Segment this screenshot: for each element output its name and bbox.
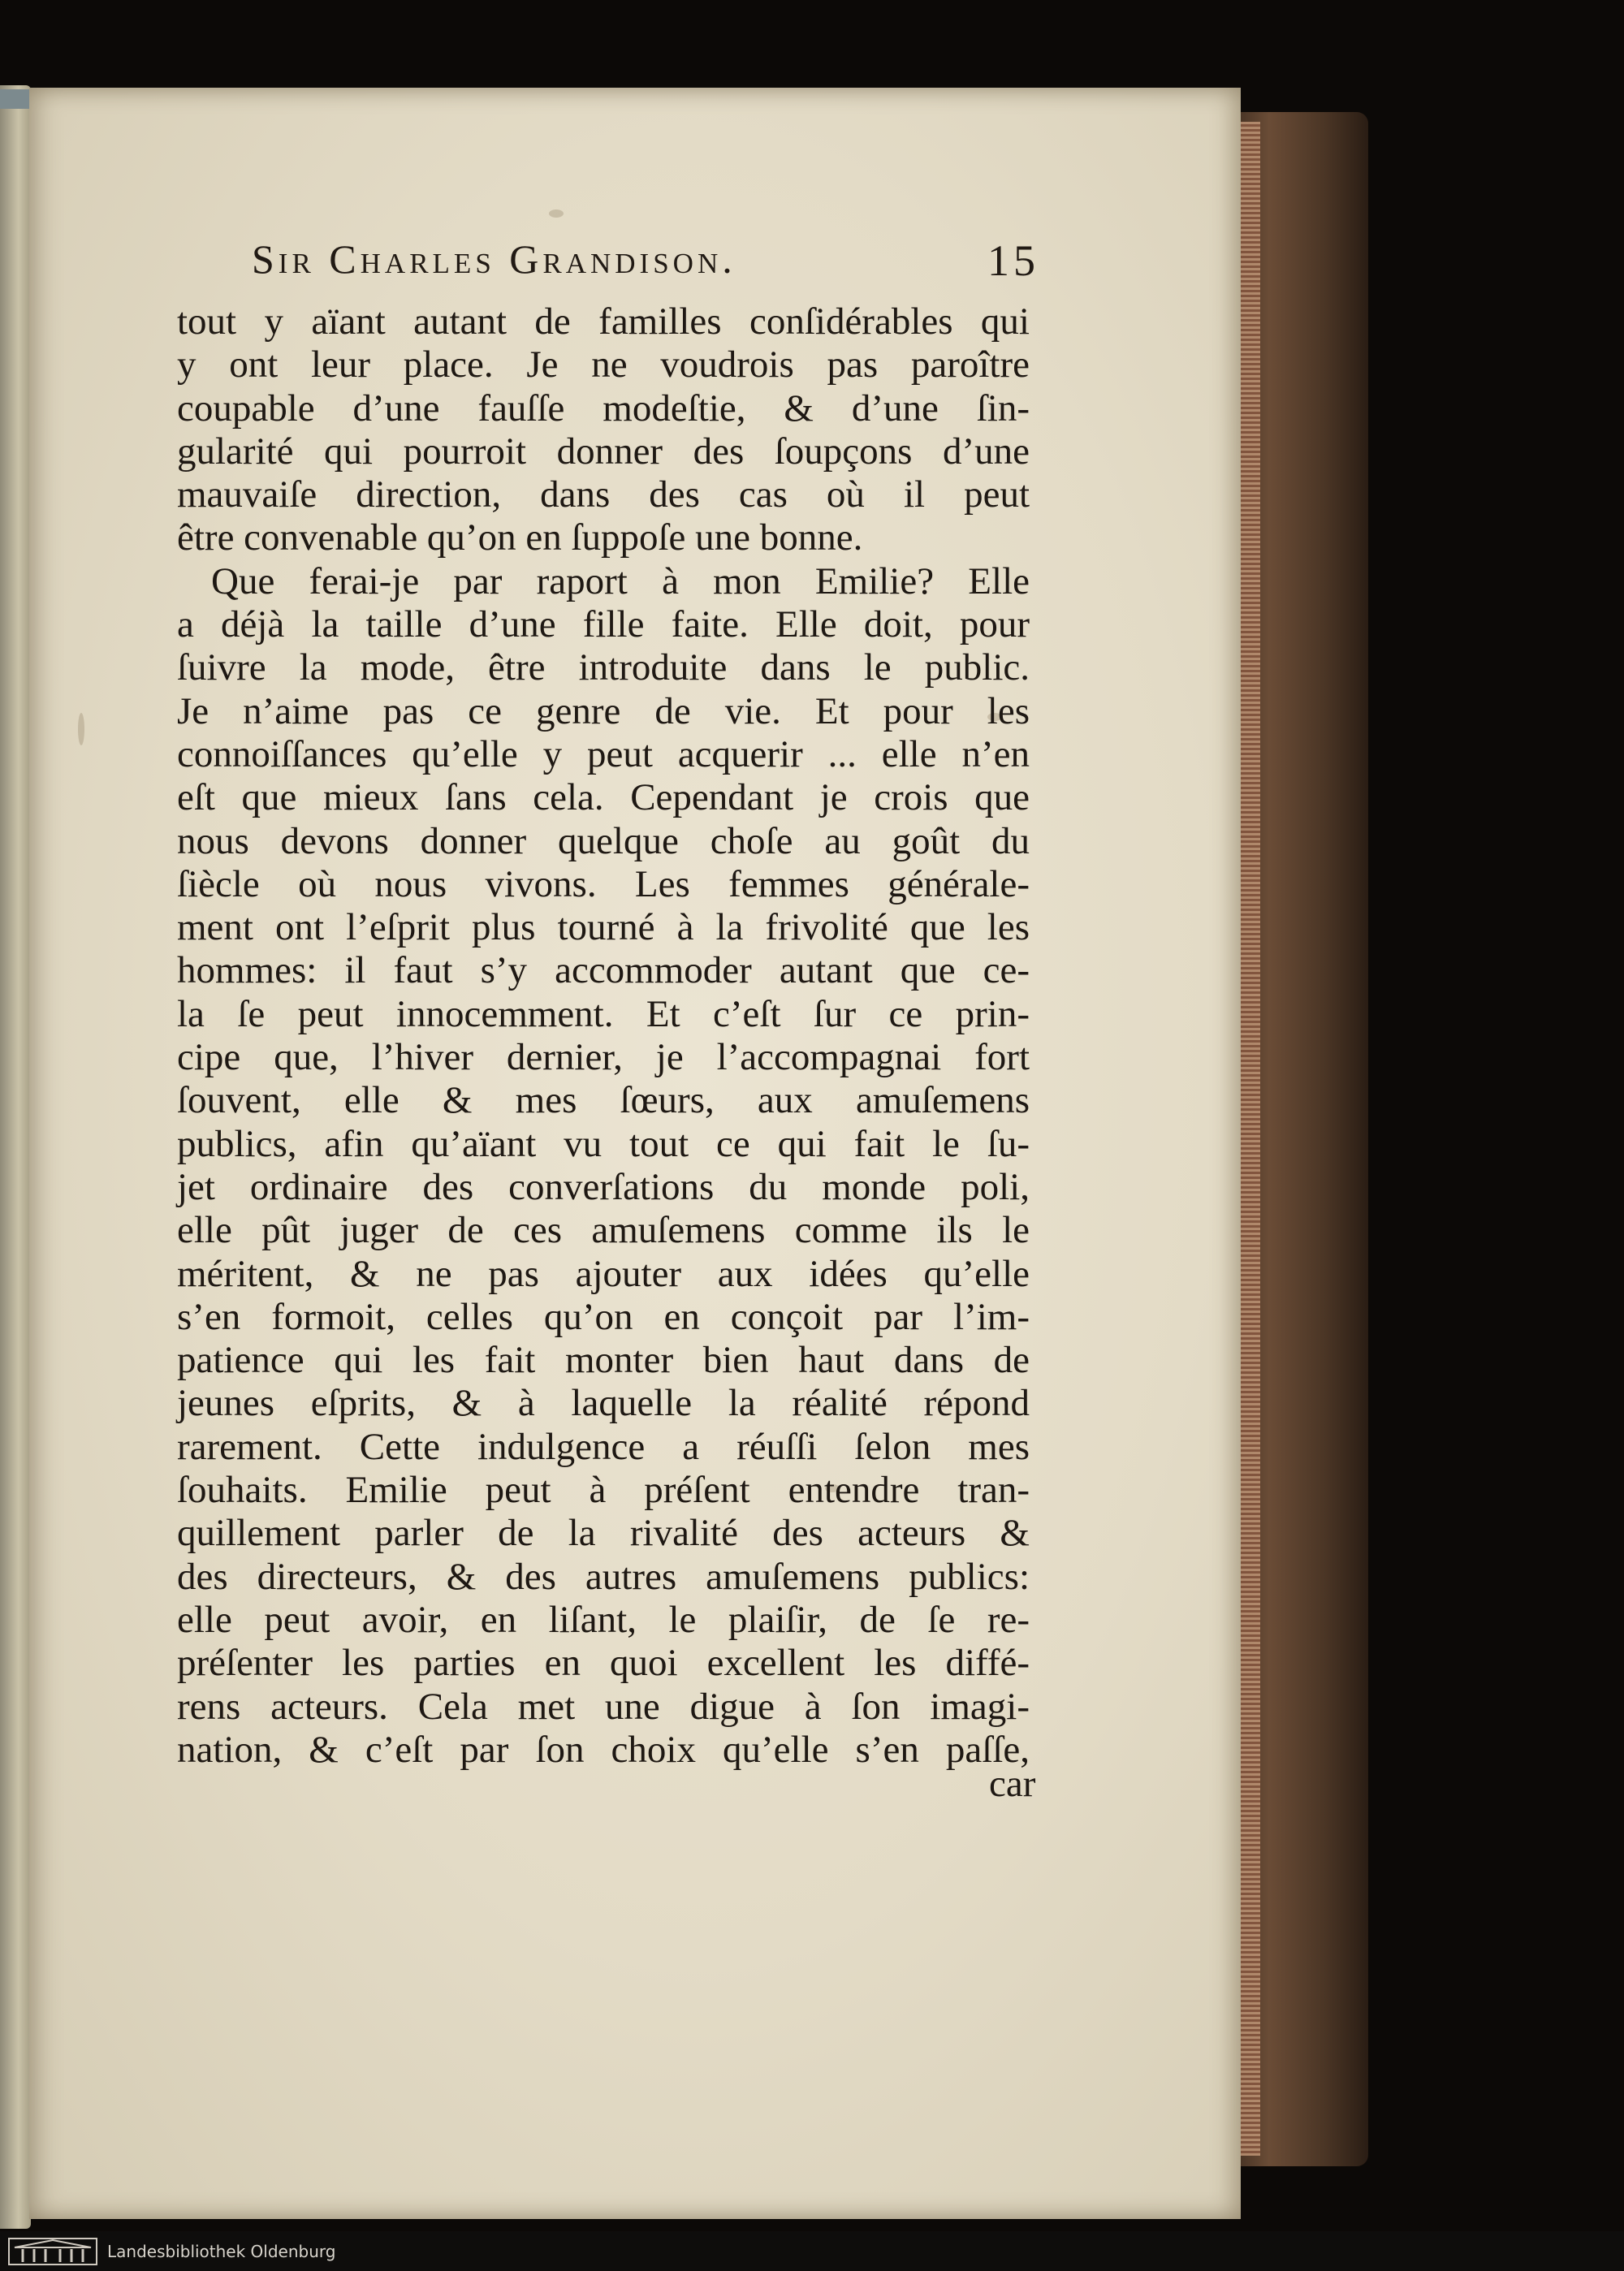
footer-bar [0,2231,1624,2271]
text-line: Je n’aime pas ce genre de vie. Et pour les [177,689,1030,732]
text-line: ſiècle où nous vivons. Les femmes générale- [177,862,1030,905]
text-line: connoiſſances qu’elle y peut acquerir ... elle n’en [177,732,1030,775]
text-line: s’en formoit, celles qu’on en conçoit par l’im- [177,1295,1030,1338]
text-line: eſt que mieux ſans cela. Cependant je crois que [177,776,1030,819]
text-line: tout y aïant autant de familles conſidérables qui [177,300,1030,343]
body-text [177,300,1030,1772]
text-line: nous devons donner quelque choſe au goût du [177,819,1030,862]
text-line: jet ordinaire des converſations du monde poli, [177,1165,1030,1208]
text-line: être convenable qu’on en ſuppoſe une bonne. [177,516,863,559]
paper-stain [78,713,84,745]
text-line: des directeurs, & des autres amuſemens publics: [177,1555,1030,1598]
text-line: nation, & c’eſt par ſon choix qu’elle s’en paſſe, [177,1728,1030,1771]
text-line: rens acteurs. Cela met une digue à ſon imagi- [177,1685,1030,1728]
text-line: cipe que, l’hiver dernier, je l’accompagnai fort [177,1036,1030,1079]
text-line: elle peut avoir, en liſant, le plaiſir, de ſe re- [177,1598,1030,1641]
running-title: Sir Charles Grandison. [252,236,736,282]
text-line: quillement parler de la rivalité des acteurs & [177,1512,1030,1555]
text-line: rarement. Cette indulgence a réuſſi ſelon mes [177,1425,1030,1468]
text-line: gularité qui pourroit donner des ſoupçons d’une [177,430,1030,473]
text-line: mauvaiſe direction, dans des cas où il peut [177,473,1030,516]
page-block-edge [1241,122,1260,2156]
library-name: Landesbibliothek Oldenburg [107,2242,336,2261]
text-line: la ſe peut innocemment. Et c’eſt ſur ce prin- [177,992,1030,1035]
text-line: hommes: il faut s’y accommoder autant que ce- [177,949,1030,992]
text-line: préſenter les parties en quoi excellent les diffé- [177,1642,1030,1685]
text-line: publics, afin qu’aïant vu tout ce qui fait le ſu- [177,1122,1030,1165]
text-line: Que ferai-je par raport à mon Emilie? Elle [211,559,1030,602]
left-binding-edge [0,85,31,2229]
paper-stain [549,209,564,218]
text-line: coupable d’une fauſſe modeſtie, & d’une ſin- [177,386,1030,430]
running-head [252,235,1039,292]
text-line: elle pût juger de ces amuſemens comme ils le [177,1209,1030,1252]
text-line: ſuivre la mode, être introduite dans le public. [177,646,1030,689]
page-number: 15 [987,236,1039,285]
text-line: y ont leur place. Je ne voudrois pas paroître [177,343,1030,386]
library-building-icon [8,2238,97,2265]
text-line: ſouhaits. Emilie peut à préſent entendre tran- [177,1469,1030,1512]
text-line: ment ont l’eſprit plus tourné à la frivolité que les [177,906,1030,949]
text-line: jeunes eſprits, & à laquelle la réalité répond [177,1382,1030,1425]
text-line: ſouvent, elle & mes ſœurs, aux amuſemens [177,1079,1030,1122]
text-line: a déjà la taille d’une fille faite. Elle doit, pour [177,603,1030,646]
text-line: patience qui les fait monter bien haut dans de [177,1339,1030,1382]
text-line: méritent, & ne pas ajouter aux idées qu’elle [177,1252,1030,1295]
catchword: car [989,1763,1036,1805]
